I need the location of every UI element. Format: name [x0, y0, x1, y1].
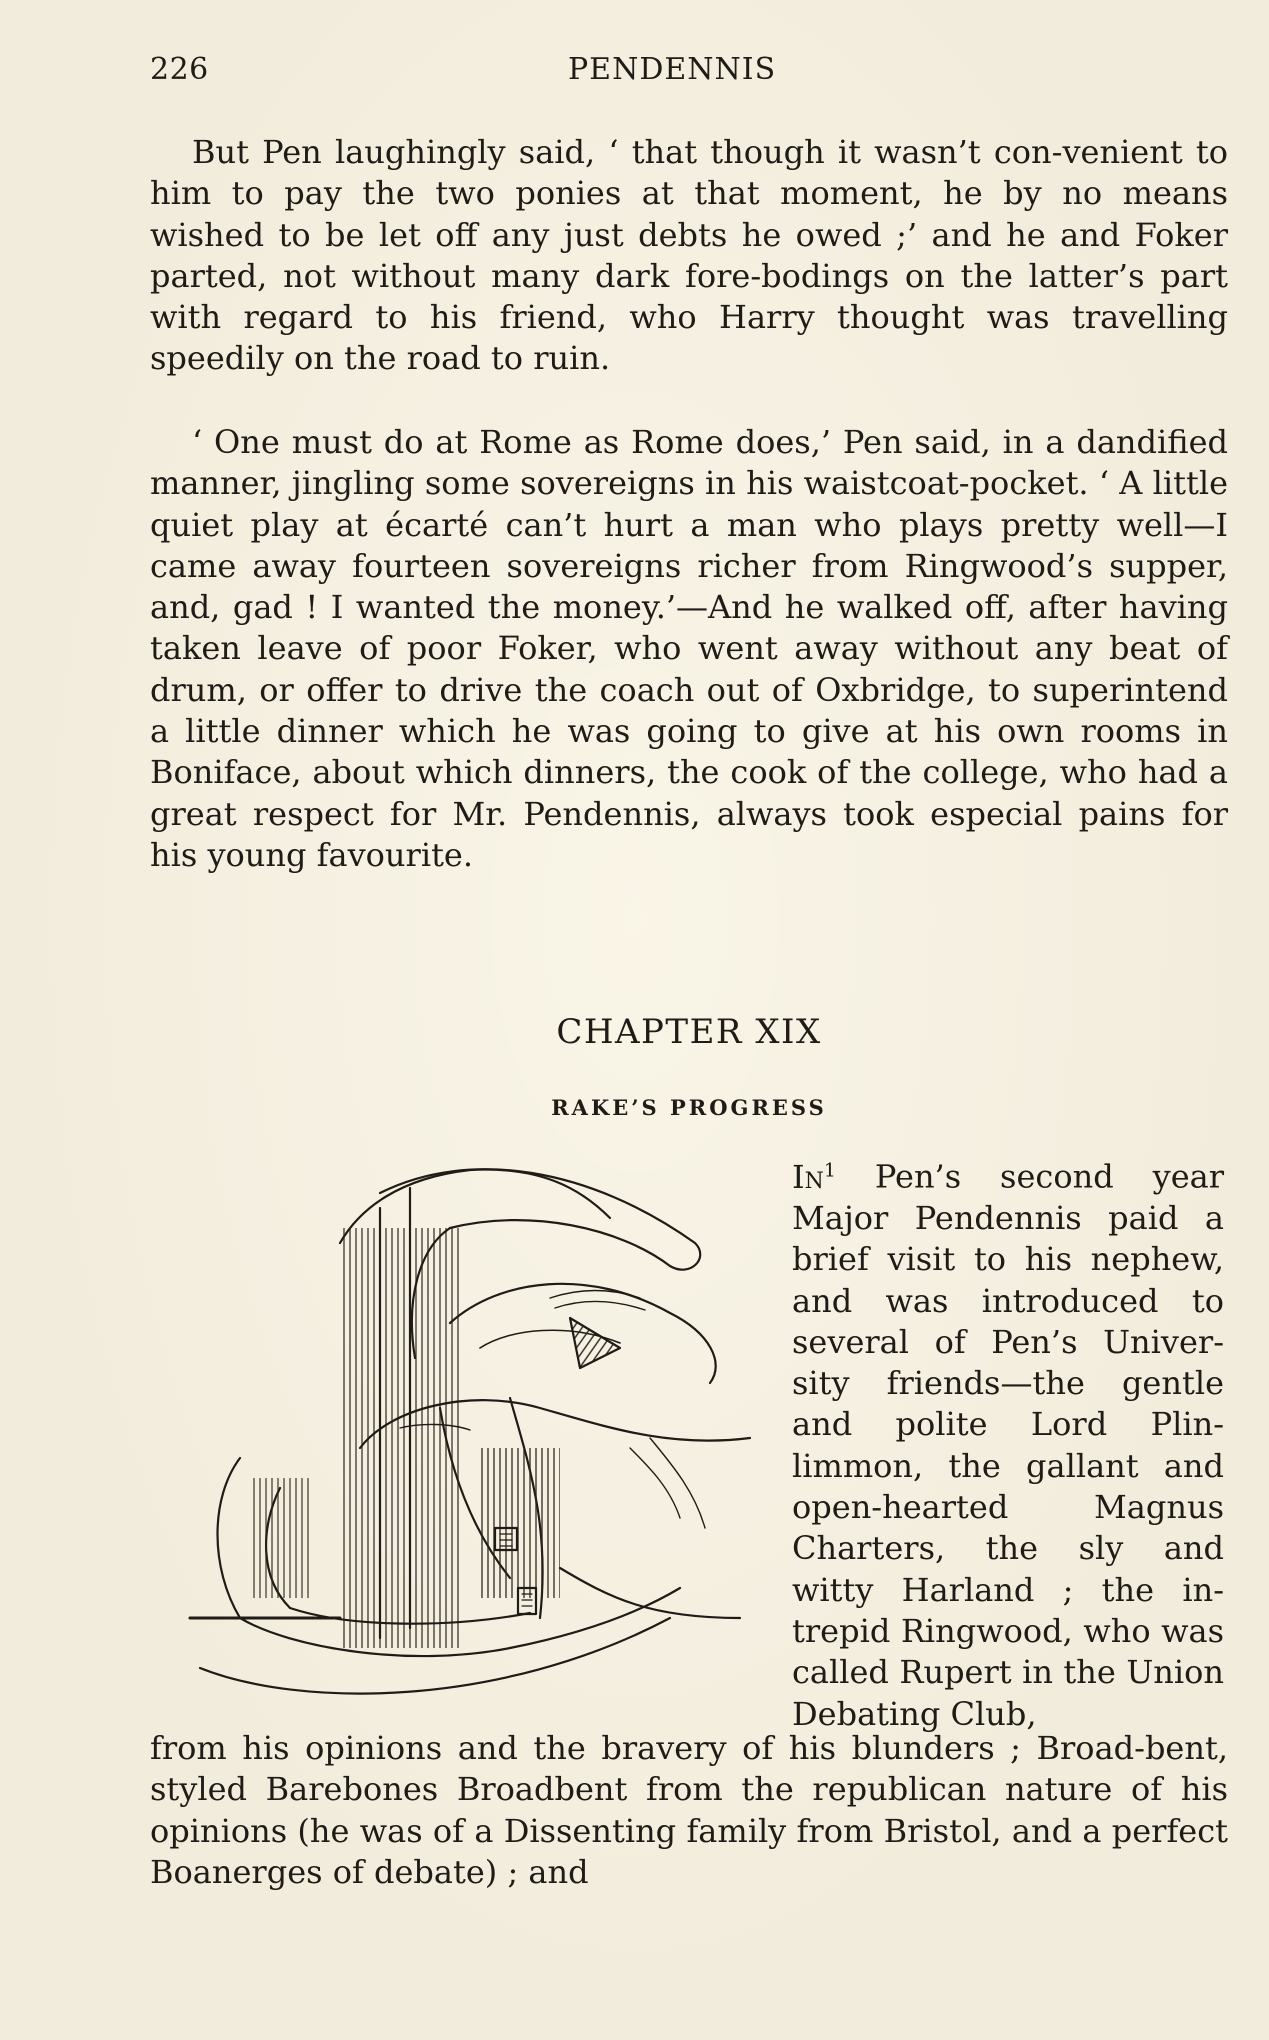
chapter-title: CHAPTER XIX [556, 1012, 822, 1052]
chapter-subtitle: RAKE’S PROGRESS [551, 1095, 827, 1120]
lead-word: In [792, 1157, 824, 1196]
chapter-continued-text: from his opinions and the bravery of his blunders ; Broad-bent, styled Barebones Broadbent from the republican nature of his opinions (he was of a Dissenting family from Bristol, and a perfect Boanerges of debate) ; and [150, 1729, 1228, 1891]
paragraph-1: But Pen laughingly said, ‘ that though it wasn’t con-venient to him to pay the two ponies at that moment, he by no means wished to be let off any just debts he owed ;’ and he and Foker parted, not without many dark fore-bodings on the latter’s part with regard to his friend, who Harry thought was travelling speedily on the road to ruin. [150, 133, 1228, 378]
running-title: PENDENNIS [568, 52, 777, 87]
footnote-marker: 1 [823, 1159, 836, 1181]
page-number: 226 [150, 52, 209, 87]
chapter-opening-body: Pen’s second year Major Pendennis paid a brief visit to his nephew, and was introduced to several of Pen’s Univer-sity friends—the gentle and polite Lord Plin-limmon, the gallant and open-hearted Magnus Charters, the sly and witty Harland ; the in-trepid Ringwood, who was called Rupert in the Union Debating Club, [792, 1157, 1225, 1733]
paragraph-2: ‘ One must do at Rome as Rome does,’ Pen said, in a dandified manner, jingling some sovereigns in his waistcoat-pocket. ‘ A little quiet play at écarté can’t hurt a man who plays pretty well—I came away fourteen sovereigns richer from Ringwood’s supper, and, gad ! I wanted the money.’—And he walked off, after having taken leave of poor Foker, who went away without any beat of drum, or offer to drive the coach out of Oxbridge, to superintend a little dinner which he was going to give at his own rooms in Boniface, about which dinners, the cook of the college, who had a great respect for Mr. Pendennis, always took especial pains for his young favourite. [150, 423, 1228, 874]
chapter-illustration [150, 1148, 770, 1706]
chapter-lead-in [792, 1158, 836, 1196]
chapter-opening-text [792, 1150, 1224, 1735]
running-head [150, 52, 1228, 102]
